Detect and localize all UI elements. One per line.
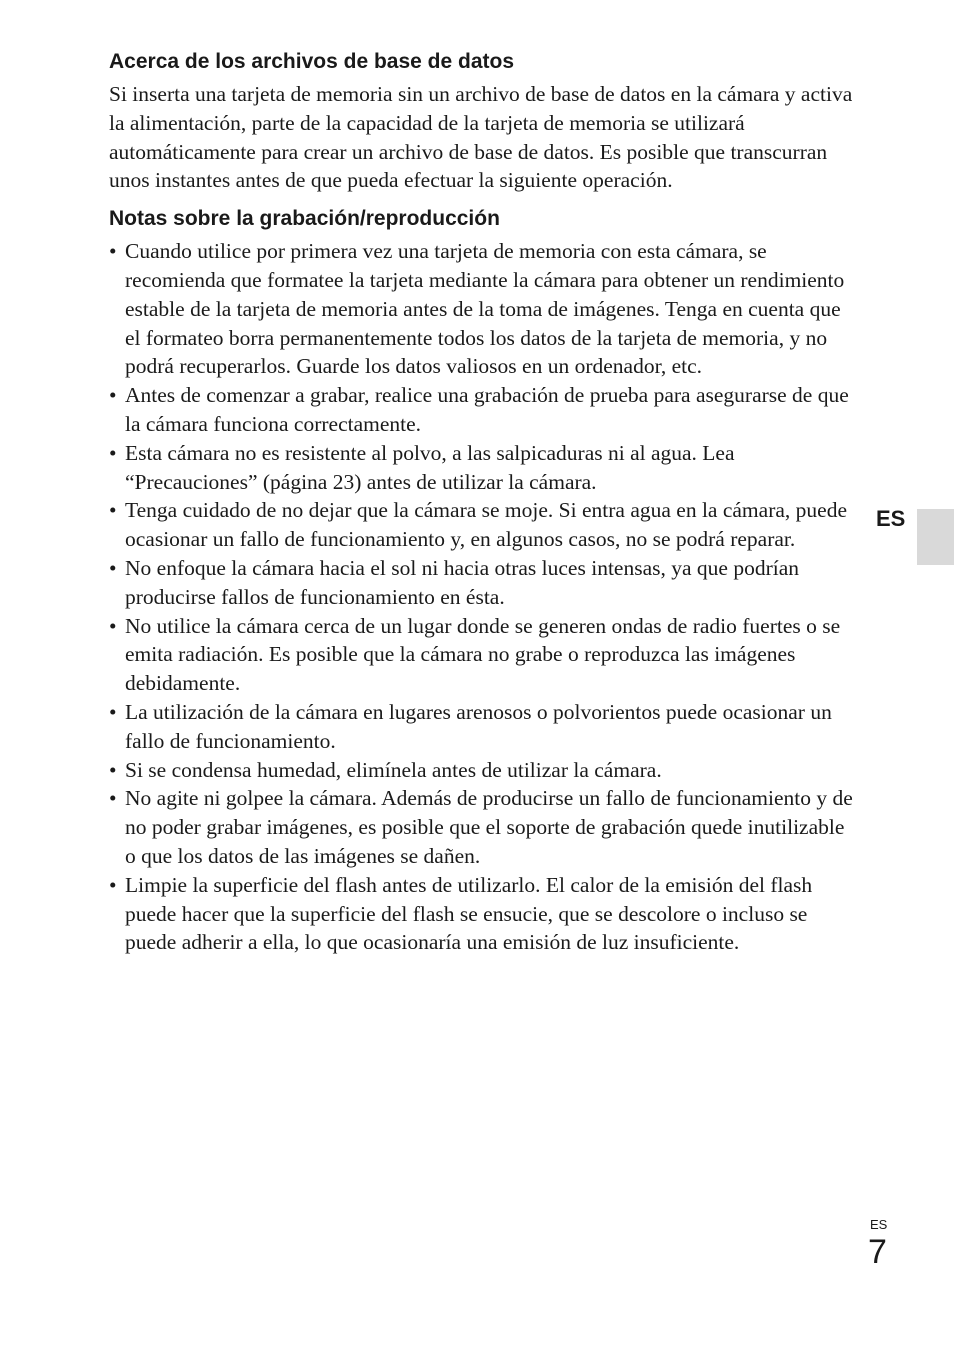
list-item-text: Antes de comenzar a grabar, realice una grabación de prueba para asegurarse de que la cámara funciona correctamente. [125,383,849,436]
list-item-text: Si se condensa humedad, elimínela antes de utilizar la cámara. [125,757,662,782]
list-item [109,237,859,381]
list-item [109,871,859,957]
bullet-icon: • [109,440,117,465]
language-side-label: ES [876,506,906,531]
list-item [109,612,859,698]
language-side-tab [917,509,954,565]
list-item [109,698,859,756]
section-heading-recording-notes: Notas sobre la grabación/reproducción [109,207,500,231]
list-item [109,381,859,439]
list-item-text: La utilización de la cámara en lugares arenosos o polvorientos puede ocasionar un fallo de funcionamiento. [125,699,832,753]
section-paragraph-database-files: Si inserta una tarjeta de memoria sin un archivo de base de datos en la cámara y activa la alimentación, parte de la capacidad de la tarjeta de memoria se utilizará automáticamente para crear un archivo de base de datos. Es posible que transcurran unos instantes antes de que pueda efectuar la siguiente operación. [109,82,853,193]
bullet-icon: • [109,498,117,523]
list-item-text: No enfoque la cámara hacia el sol ni hacia otras luces intensas, ya que podrían producirse fallos de funcionamiento en ésta. [125,555,799,609]
bullet-icon: • [109,613,117,638]
bullet-icon: • [109,872,117,897]
list-item [109,496,859,554]
bullet-icon: • [109,786,117,811]
list-item-text: Tenga cuidado de no dejar que la cámara se moje. Si entra agua en la cámara, puede ocasionar un fallo de funcionamiento y, en algunos casos, no se podrá reparar. [125,498,847,552]
bullet-icon: • [109,239,117,264]
list-item-text: Limpie la superficie del flash antes de utilizarlo. El calor de la emisión del flash puede hacer que la superficie del flash se ensucie, que se descolore o incluso se puede adherir a ella, lo que ocasionaría una emisión de luz insuficiente. [125,872,813,955]
section-heading-database-files: Acerca de los archivos de base de datos [109,50,515,73]
bullet-icon: • [109,757,117,782]
page-language-code: ES [870,1217,888,1232]
bullet-icon: • [109,383,117,408]
list-item-text: Cuando utilice por primera vez una tarjeta de memoria con esta cámara, se recomienda que formatee la tarjeta mediante la cámara para obtener un rendimiento estable de la tarjeta de memoria antes de la toma de imágenes. Tenga en cuenta que el formateo borra permanentemente todos los datos de la tarjeta de memoria, y no podrá recuperarlos. Guarde los datos valiosos en un ordenador, etc. [125,239,845,379]
list-item [109,439,859,497]
list-item [109,784,859,870]
list-item-text: No agite ni golpee la cámara. Además de producirse un fallo de funcionamiento y de no poder grabar imágenes, es posible que el soporte de grabación quede inutilizable o que los datos de las imágenes se dañen. [125,786,853,868]
page-content [109,48,859,957]
recording-notes-list [109,237,859,957]
list-item [109,554,859,612]
list-item [109,756,859,785]
bullet-icon: • [109,555,117,580]
bullet-icon: • [109,699,117,724]
list-item-text: No utilice la cámara cerca de un lugar donde se generen ondas de radio fuertes o se emita radiación. Es posible que la cámara no grabe o reproduzca las imágenes debidamente. [125,613,841,696]
list-item-text: Esta cámara no es resistente al polvo, a las salpicaduras ni al agua. Lea “Precauciones” (página 23) antes de utilizar la cámara. [125,440,735,494]
page-number: 7 [868,1233,887,1271]
